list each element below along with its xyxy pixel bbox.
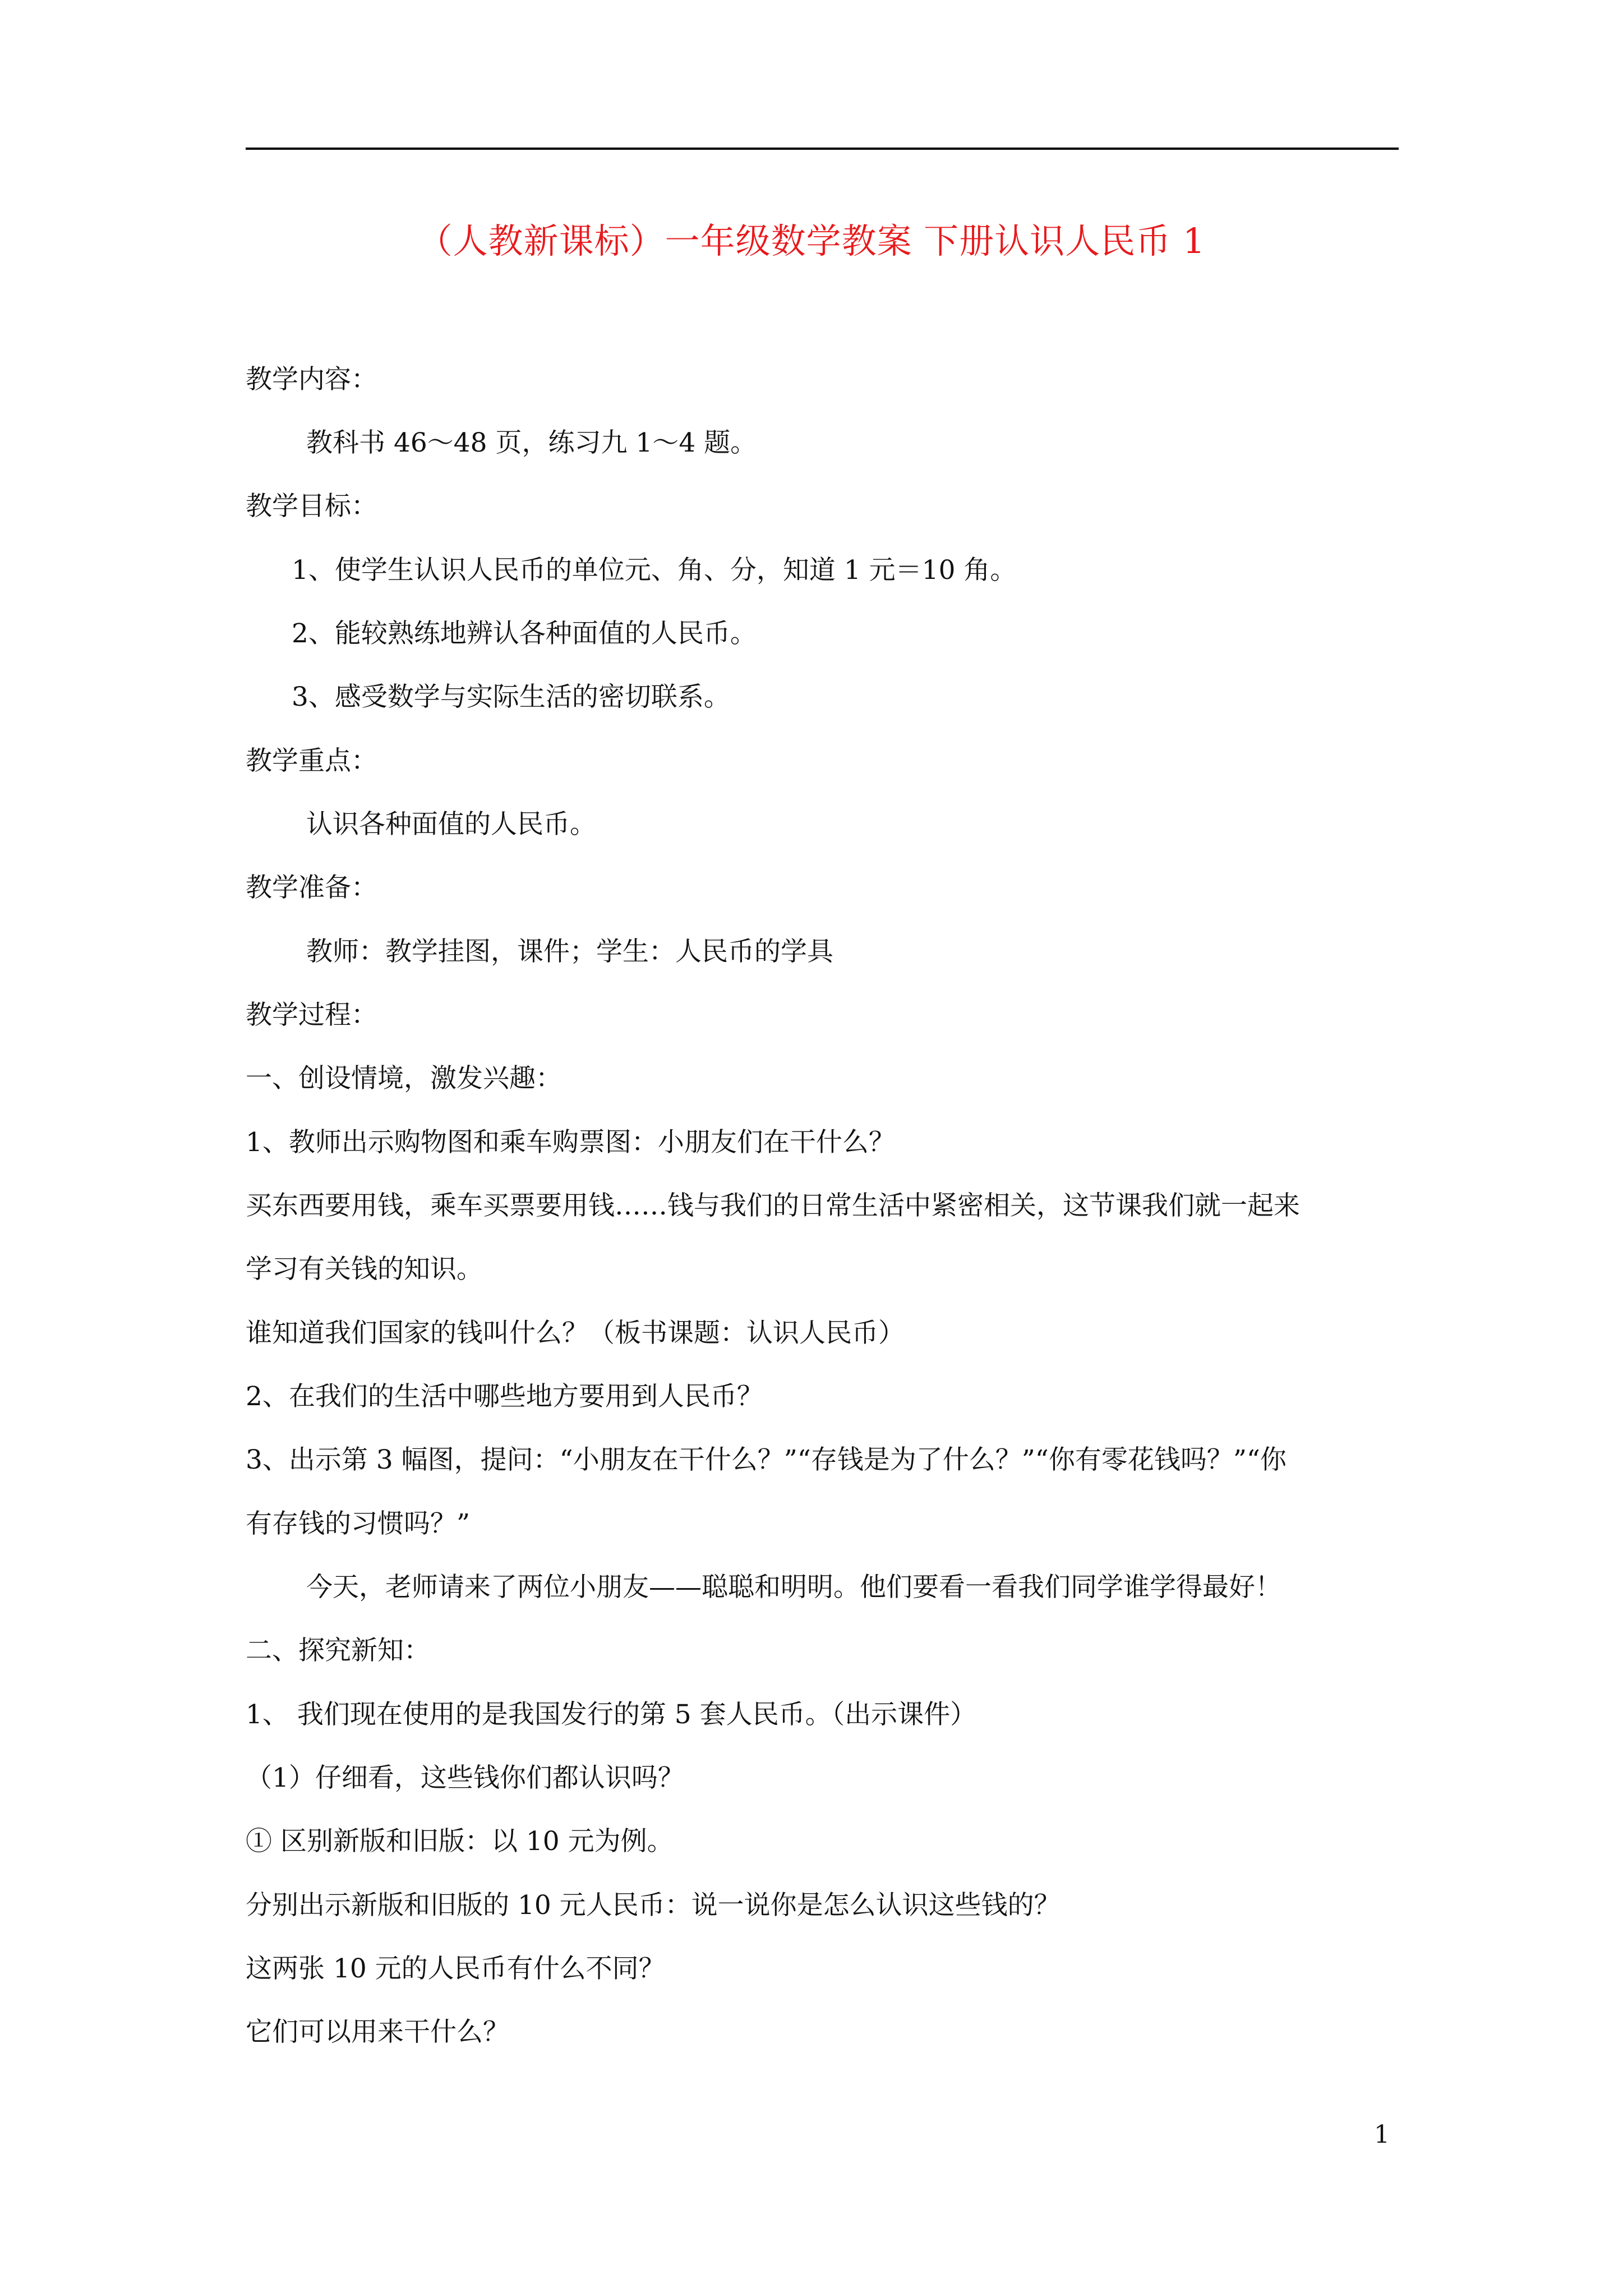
goal-item-3: 3、感受数学与实际生活的密切联系。 [292,682,730,712]
paragraph-show-notes: 分别出示新版和旧版的 10 元人民币：说一说你是怎么认识这些钱的？ [246,1890,1061,1921]
paragraph-textbook-pages: 教科书 46～48 页，练习九 1～4 题。 [306,427,757,458]
paragraph-usage-question: 它们可以用来干什么？ [246,2017,509,2047]
process-step-3-line-1: 3、出示第 3 幅图，提问：“小朋友在干什么？”“存钱是为了什么？”“你有零花钱吗？”“你 [246,1444,1287,1475]
paragraph-difference-question: 这两张 10 元的人民币有什么不同？ [246,1953,665,1984]
process-step-3-line-2: 有存钱的习惯吗？” [246,1508,471,1539]
heading-preparation: 教学准备： [246,872,377,903]
explore-substep-1: （1）仔细看，这些钱你们都认识吗？ [246,1763,684,1793]
paragraph-money-use-line-1: 买东西要用钱，乘车买票要用钱……钱与我们的日常生活中紧密相关，这节课我们就一起来 [246,1190,1300,1221]
heading-process: 教学过程： [246,1000,377,1030]
paragraph-money-use-line-2: 学习有关钱的知识。 [246,1254,483,1285]
process-step-1: 1、教师出示购物图和乘车购票图：小朋友们在干什么？ [246,1127,895,1158]
paragraph-question-name: 谁知道我们国家的钱叫什么？（板书课题：认识人民币） [246,1318,905,1349]
header-rule [246,148,1399,150]
paragraph-preparation: 教师：教学挂图，课件；学生：人民币的学具 [306,936,833,967]
goal-item-2: 2、能较熟练地辨认各种面值的人民币。 [292,618,757,649]
paragraph-key-point: 认识各种面值的人民币。 [306,809,596,840]
document-title: （人教新课标）一年级数学教案 下册认识人民币 1 [417,220,1206,261]
section-heading-1: 一、创设情境，激发兴趣： [246,1063,562,1094]
page-number: 1 [1374,2120,1390,2149]
goal-item-1: 1、使学生认识人民币的单位元、角、分，知道 1 元＝10 角。 [292,555,1017,586]
heading-teaching-content: 教学内容： [246,364,377,395]
explore-step-1: 1、 我们现在使用的是我国发行的第 5 套人民币。（出示课件） [246,1699,977,1730]
heading-key-points: 教学重点： [246,746,377,776]
explore-circled-item-1: ① 区别新版和旧版：以 10 元为例。 [246,1826,674,1857]
paragraph-today: 今天，老师请来了两位小朋友——聪聪和明明。他们要看一看我们同学谁学得最好！ [306,1572,1281,1603]
heading-teaching-goals: 教学目标： [246,491,377,522]
section-heading-2: 二、探究新知： [246,1635,430,1666]
process-step-2: 2、在我们的生活中哪些地方要用到人民币？ [246,1381,763,1412]
